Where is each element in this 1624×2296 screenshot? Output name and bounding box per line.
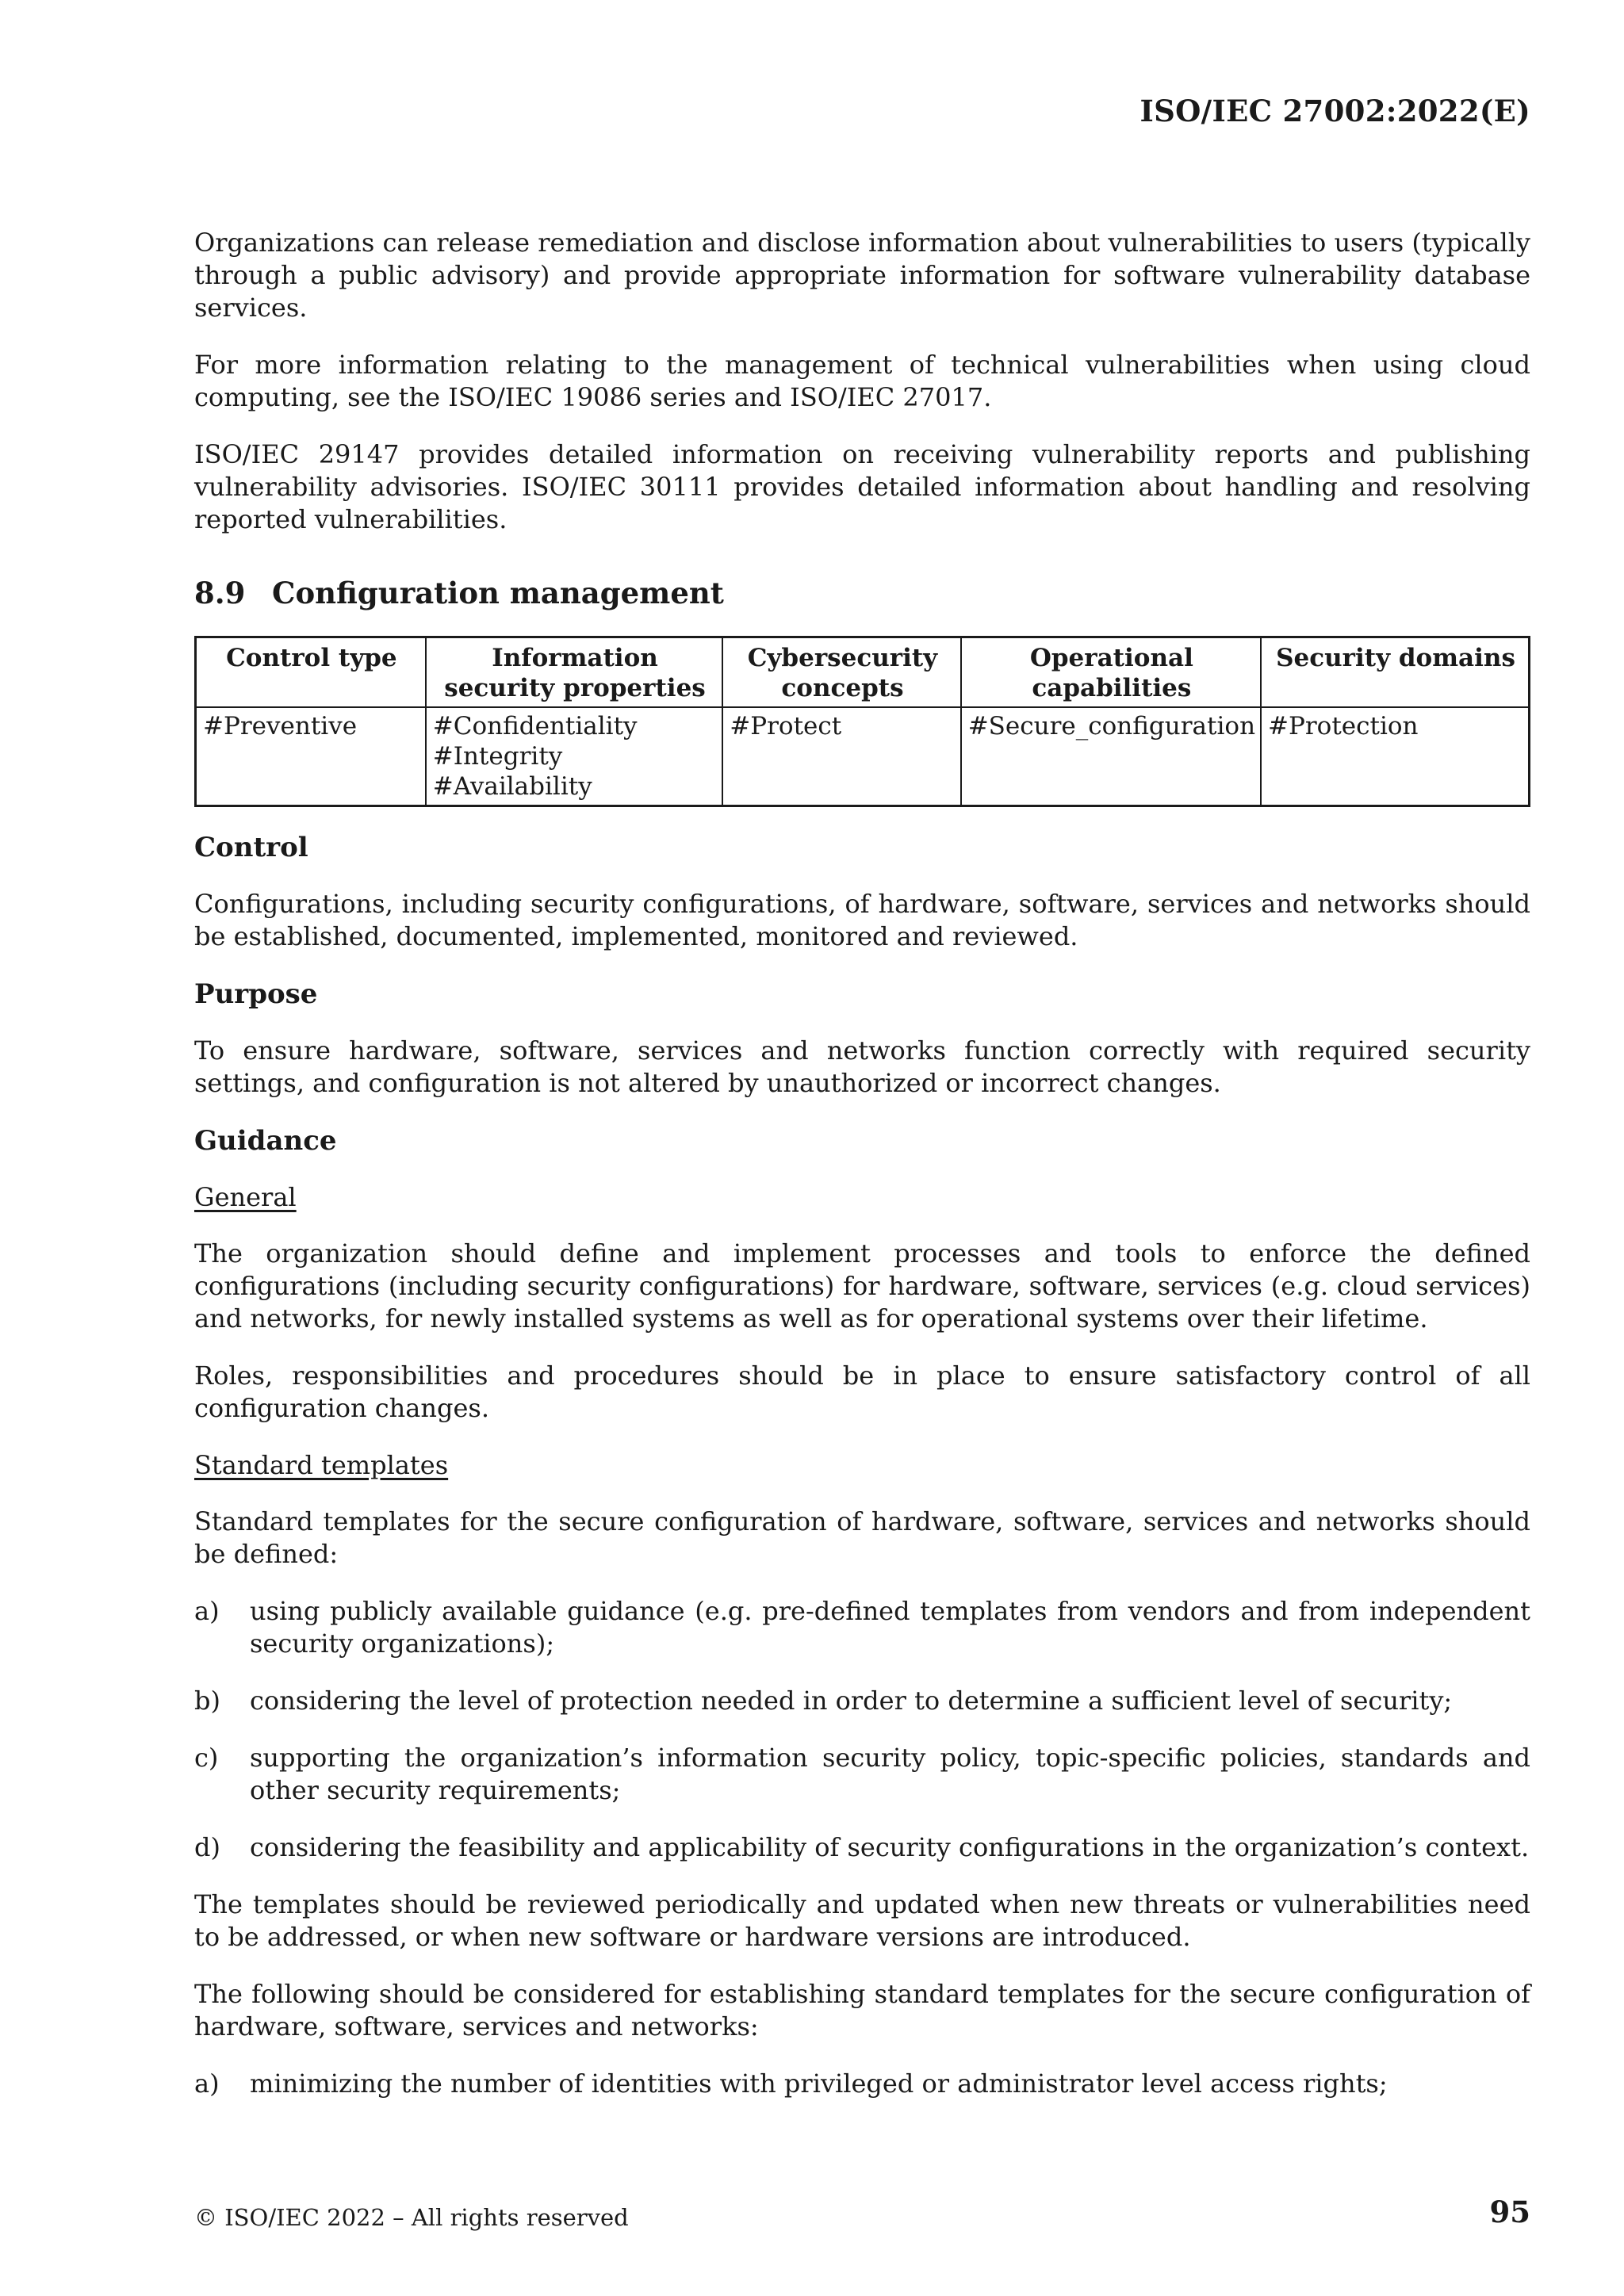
guidance-label: Guidance — [194, 1125, 337, 1157]
copyright-footer: © ISO/IEC 2022 – All rights reserved — [194, 2204, 629, 2231]
standard-header: ISO/IEC 27002:2022(E) — [1139, 94, 1530, 128]
list-item: b) considering the level of protection needed in order to determine a sufficient level of security; — [194, 1686, 1453, 1716]
header-security-domains: Security domains — [1261, 637, 1529, 708]
templates-list — [194, 1595, 1530, 1864]
cell-information-security-properties: #Confidentiality #Integrity #Availability — [426, 707, 723, 806]
header-cybersecurity-concepts: Cybersecurity concepts — [722, 637, 960, 708]
general-paragraph-1: The organization should define and implement processes and tools to enforce the defined configurations (including security configurations) for hardware, software, services (e.g. cloud services) and networks, for newly installed systems as well as for operational systems over their lifetime. — [194, 1238, 1530, 1334]
purpose-label: Purpose — [194, 978, 318, 1010]
cell-operational-capabilities: #Secure_configuration — [961, 707, 1261, 806]
general-paragraph-2: Roles, responsibilities and procedures should be in place to ensure satisfactory control of all configuration changes. — [194, 1360, 1530, 1423]
considered-intro: The following should be considered for establishing standard templates for the secure configuration of hardware, software, services and networks: — [194, 1979, 1530, 2042]
list-item: a) using publicly available guidance (e.g. pre-defined templates from vendors and from independent security organizations); — [194, 1596, 1530, 1659]
header-operational-capabilities: Operational capabilities — [961, 637, 1261, 708]
page-number: 95 — [1489, 2195, 1530, 2229]
attributes-table — [194, 636, 1530, 807]
control-text: Configurations, including security configurations, of hardware, software, services and networks should be established, documented, implemented, monitored and reviewed. — [194, 889, 1530, 951]
list-item: d) considering the feasibility and applicability of security configurations in the organization’s context. — [194, 1832, 1530, 1862]
table-header-row — [196, 637, 1530, 708]
header-information-security-properties: Information security properties — [426, 637, 723, 708]
section-title: Configuration management — [272, 576, 724, 610]
general-subheading: General — [194, 1182, 297, 1212]
review-paragraph: The templates should be reviewed periodically and updated when new threats or vulnerabilities need to be addressed, or when new software or hardware versions are introduced. — [194, 1889, 1530, 1952]
templates-intro: Standard templates for the secure configuration of hardware, software, services and networks should be defined: — [194, 1506, 1530, 1569]
list-item: c) supporting the organization’s information security policy, topic-specific policies, standards and other security requirements; — [194, 1743, 1530, 1805]
section-heading — [194, 576, 1530, 610]
table-row — [196, 707, 1530, 806]
cell-control-type: #Preventive — [196, 707, 426, 806]
header-control-type: Control type — [196, 637, 426, 708]
considered-list — [194, 2068, 1530, 2100]
intro-paragraph-3: ISO/IEC 29147 provides detailed information on receiving vulnerability reports and publishing vulnerability advisories. ISO/IEC 30111 provides detailed information about handling and resolving reported vulnerabilities. — [194, 439, 1530, 534]
list-item: a) minimizing the number of identities with privileged or administrator level access rights; — [194, 2068, 1388, 2099]
cell-cybersecurity-concepts: #Protect — [722, 707, 960, 806]
intro-paragraph-1: Organizations can release remediation and disclose information about vulnerabilities to users (typically through a public advisory) and provide appropriate information for software vulnerability database services. — [194, 228, 1530, 323]
section-number: 8.9 — [194, 576, 246, 610]
intro-paragraph-2: For more information relating to the management of technical vulnerabilities when using cloud computing, see the ISO/IEC 19086 series and ISO/IEC 27017. — [194, 350, 1530, 412]
control-label: Control — [194, 832, 308, 863]
purpose-text: To ensure hardware, software, services and networks function correctly with required security settings, and configuration is not altered by unauthorized or incorrect changes. — [194, 1035, 1530, 1098]
document-page — [194, 0, 1530, 2296]
standard-templates-subheading: Standard templates — [194, 1450, 449, 1480]
cell-security-domains: #Protection — [1261, 707, 1529, 806]
page-content — [194, 227, 1530, 2125]
